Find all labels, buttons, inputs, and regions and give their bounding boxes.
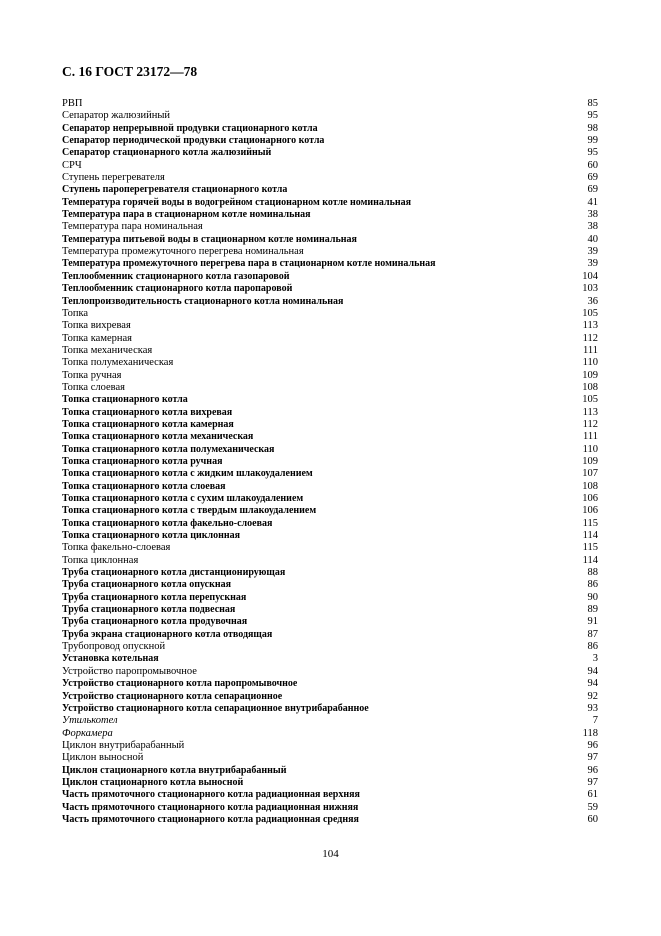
index-term: Топка стационарного котла с сухим шлакоудалением — [62, 493, 304, 504]
index-term: Теплообменник стационарного котла газопаровой — [62, 270, 290, 282]
index-page-ref: 105 — [582, 307, 598, 319]
index-term: Топка факельно-слоевая — [62, 542, 171, 554]
index-term: Сепаратор жалюзийный — [62, 110, 171, 122]
index-term: Устройство стационарного котла сепарационное внутрибарабанное — [62, 702, 369, 714]
index-entry — [62, 530, 598, 542]
index-entry — [62, 283, 598, 295]
index-entry — [62, 616, 598, 628]
index-page-ref: 3 — [592, 653, 598, 665]
index-page-ref: 104 — [582, 270, 598, 282]
page-header: С. 16 ГОСТ 23172—78 — [62, 64, 198, 79]
index-term: Топка стационарного котла ручная — [62, 455, 223, 467]
index-term: Ступень пароперегревателя стационарного котла — [62, 184, 288, 196]
index-entry — [62, 456, 598, 468]
index-term: Топка камерная — [62, 332, 132, 344]
index-page-ref: 99 — [587, 135, 598, 147]
index-page-ref: 109 — [582, 455, 598, 467]
index-entry — [62, 296, 598, 308]
index-entry — [62, 221, 598, 233]
index-entry — [62, 666, 598, 678]
index-term: Топка ручная — [62, 369, 122, 381]
index-page-ref: 38 — [587, 221, 598, 233]
index-term: СРЧ — [62, 159, 82, 171]
index-term: Температура промежуточного перегрева пара в стационарном котле номинальная — [62, 258, 436, 270]
index-term: Топка полумеханическая — [62, 357, 174, 369]
index-page-ref: 108 — [582, 381, 598, 393]
index-entry — [62, 197, 598, 209]
index-term: Циклон внутрибарабанный — [62, 739, 185, 751]
index-page-ref: 118 — [582, 727, 598, 739]
index-entry — [62, 518, 598, 530]
index-term: Труба экрана стационарного котла отводящая — [62, 628, 273, 640]
index-entry — [62, 407, 598, 419]
index-page-ref: 97 — [587, 776, 598, 788]
index-page-ref: 106 — [582, 505, 598, 517]
index-page-ref: 91 — [587, 616, 598, 628]
index-term: Топка стационарного котла с твердым шлакоудалением — [62, 505, 317, 517]
index-entry — [62, 234, 598, 246]
index-entry — [62, 320, 598, 332]
index-term: Циклон стационарного котла внутрибарабанный — [62, 764, 287, 776]
index-term: Часть прямоточного стационарного котла радиационная верхняя — [62, 789, 360, 801]
index-term: Часть прямоточного стационарного котла радиационная средняя — [62, 813, 359, 825]
index-term: Температура пара в стационарном котле номинальная — [62, 209, 311, 221]
index-entry — [62, 246, 598, 258]
index-page-ref: 113 — [582, 320, 598, 332]
index-page-ref: 110 — [582, 357, 598, 369]
index-entry — [62, 184, 598, 196]
index-entry — [62, 814, 598, 826]
index-page-ref: 41 — [587, 196, 598, 208]
index-page-ref: 112 — [582, 332, 598, 344]
index-term: Труба стационарного котла дистанционирующая — [62, 567, 286, 579]
index-page-ref: 96 — [587, 764, 598, 776]
index-page-ref: 40 — [587, 233, 598, 245]
index-page-ref: 86 — [587, 641, 598, 653]
index-entry — [62, 481, 598, 493]
index-entry — [62, 604, 598, 616]
index-page-ref: 98 — [587, 122, 598, 134]
index-page-ref: 109 — [582, 369, 598, 381]
index-page-ref: 97 — [587, 752, 598, 764]
index-term: Температура питьевой воды в стационарном котле номинальная — [62, 233, 357, 245]
index-entry — [62, 258, 598, 270]
index-term: Установка котельная — [62, 653, 159, 665]
index-page-ref: 95 — [587, 110, 598, 122]
index-term: Циклон стационарного котла выносной — [62, 776, 244, 788]
index-term: Форкамера — [62, 727, 113, 739]
index-term: Топка стационарного котла слоевая — [62, 480, 226, 492]
index-term: Теплопроизводительность стационарного котла номинальная — [62, 295, 344, 307]
index-term: Топка стационарного котла механическая — [62, 431, 254, 443]
index-entry — [62, 802, 598, 814]
index-page-ref: 90 — [587, 591, 598, 603]
index-page-ref: 60 — [587, 813, 598, 825]
index-entry — [62, 765, 598, 777]
index-term: Труба стационарного котла перепускная — [62, 591, 247, 603]
index-page-ref: 111 — [583, 344, 598, 356]
index-entry — [62, 629, 598, 641]
index-entry — [62, 271, 598, 283]
index-page-ref: 114 — [582, 530, 598, 542]
index-page-ref: 114 — [582, 554, 598, 566]
index-page-ref: 94 — [587, 665, 598, 677]
index-entry — [62, 382, 598, 394]
index-page-ref: 38 — [587, 209, 598, 221]
index-page-ref: 112 — [582, 418, 598, 430]
index-entry — [62, 172, 598, 184]
index-page-ref: 113 — [582, 406, 598, 418]
index-entry — [62, 431, 598, 443]
index-term: Топка стационарного котла циклонная — [62, 530, 241, 542]
index-term: Устройство стационарного котла сепарационное — [62, 690, 283, 702]
index-page-ref: 106 — [582, 493, 598, 504]
index-entry — [62, 678, 598, 690]
index-entry — [62, 147, 598, 159]
index-page-ref: 115 — [582, 517, 598, 529]
index-entry — [62, 777, 598, 789]
index-term: Топка стационарного котла камерная — [62, 418, 234, 430]
index-page-ref: 110 — [582, 443, 598, 455]
index-entry — [62, 579, 598, 591]
index-term: Топка стационарного котла — [62, 394, 188, 406]
index-page-ref: 103 — [582, 283, 598, 295]
index-entry — [62, 444, 598, 456]
index-entry — [62, 160, 598, 172]
index-term: Труба стационарного котла опускная — [62, 579, 232, 591]
index-page-ref: 92 — [587, 690, 598, 702]
index-page-ref: 61 — [587, 789, 598, 801]
index-term: Трубопровод опускной — [62, 641, 166, 653]
index-entry — [62, 592, 598, 604]
index-term: Труба стационарного котла продувочная — [62, 616, 248, 628]
index-entry — [62, 542, 598, 554]
term-index — [62, 98, 598, 826]
index-page-ref: 107 — [582, 468, 598, 480]
index-page-ref: 69 — [587, 184, 598, 196]
index-term: Сепаратор непрерывной продувки стационарного котла — [62, 122, 318, 134]
index-term: Теплообменник стационарного котла паропаровой — [62, 283, 293, 295]
index-entry — [62, 703, 598, 715]
index-entry — [62, 468, 598, 480]
index-term: Температура горячей воды в водогрейном стационарном котле номинальная — [62, 196, 412, 208]
index-term: РВП — [62, 98, 83, 109]
index-page-ref: 88 — [587, 567, 598, 579]
index-entry — [62, 505, 598, 517]
index-page-ref: 85 — [587, 98, 598, 109]
index-term: Часть прямоточного стационарного котла радиационная нижняя — [62, 801, 359, 813]
index-entry — [62, 135, 598, 147]
index-page-ref: 95 — [587, 147, 598, 159]
index-entry — [62, 728, 598, 740]
index-entry — [62, 740, 598, 752]
index-entry — [62, 752, 598, 764]
index-term: Топка стационарного котла вихревая — [62, 406, 233, 418]
index-term: Сепаратор периодической продувки стационарного котла — [62, 135, 325, 147]
page-number: 104 — [322, 848, 339, 860]
index-entry — [62, 493, 598, 505]
index-term: Циклон выносной — [62, 752, 144, 764]
index-page-ref: 39 — [587, 258, 598, 270]
index-entry — [62, 110, 598, 122]
index-entry — [62, 394, 598, 406]
index-term: Топка стационарного котла факельно-слоевая — [62, 517, 273, 529]
index-term: Ступень перегревателя — [62, 172, 165, 184]
index-term: Температура промежуточного перегрева номинальная — [62, 246, 304, 258]
index-entry — [62, 209, 598, 221]
index-entry — [62, 567, 598, 579]
index-term: Топка слоевая — [62, 381, 125, 393]
index-term: Топка циклонная — [62, 554, 139, 566]
index-entry — [62, 333, 598, 345]
index-page-ref: 86 — [587, 579, 598, 591]
index-page-ref: 94 — [587, 678, 598, 690]
index-entry — [62, 345, 598, 357]
index-page-ref: 89 — [587, 604, 598, 616]
index-entry — [62, 357, 598, 369]
index-page-ref: 60 — [587, 159, 598, 171]
index-term: Топка вихревая — [62, 320, 131, 332]
index-term: Топка стационарного котла полумеханическая — [62, 443, 275, 455]
index-page-ref: 39 — [587, 246, 598, 258]
index-term: Устройство стационарного котла паропромывочное — [62, 678, 298, 690]
index-term: Температура пара номинальная — [62, 221, 203, 233]
index-term: Топка механическая — [62, 344, 153, 356]
index-page-ref: 115 — [582, 542, 598, 554]
index-entry — [62, 370, 598, 382]
index-page-ref: 96 — [587, 739, 598, 751]
index-term: Сепаратор стационарного котла жалюзийный — [62, 147, 272, 159]
index-term: Утилькотел — [62, 715, 118, 727]
index-entry — [62, 555, 598, 567]
index-page-ref: 36 — [587, 295, 598, 307]
index-page-ref: 105 — [582, 394, 598, 406]
index-entry — [62, 789, 598, 801]
index-entry — [62, 715, 598, 727]
index-entry — [62, 419, 598, 431]
index-entry — [62, 653, 598, 665]
index-page-ref: 111 — [583, 431, 598, 443]
index-term: Устройство паропромывочное — [62, 665, 197, 677]
index-entry — [62, 691, 598, 703]
index-page-ref: 7 — [592, 715, 598, 727]
index-term: Топка — [62, 307, 89, 319]
index-page-ref: 108 — [582, 480, 598, 492]
index-entry — [62, 98, 598, 110]
index-page-ref: 59 — [587, 801, 598, 813]
index-entry — [62, 641, 598, 653]
index-term: Топка стационарного котла с жидким шлакоудалением — [62, 468, 313, 480]
index-page-ref: 69 — [587, 172, 598, 184]
index-entry — [62, 308, 598, 320]
index-term: Труба стационарного котла подвесная — [62, 604, 236, 616]
index-page-ref: 87 — [587, 628, 598, 640]
index-entry — [62, 123, 598, 135]
index-page-ref: 93 — [587, 702, 598, 714]
